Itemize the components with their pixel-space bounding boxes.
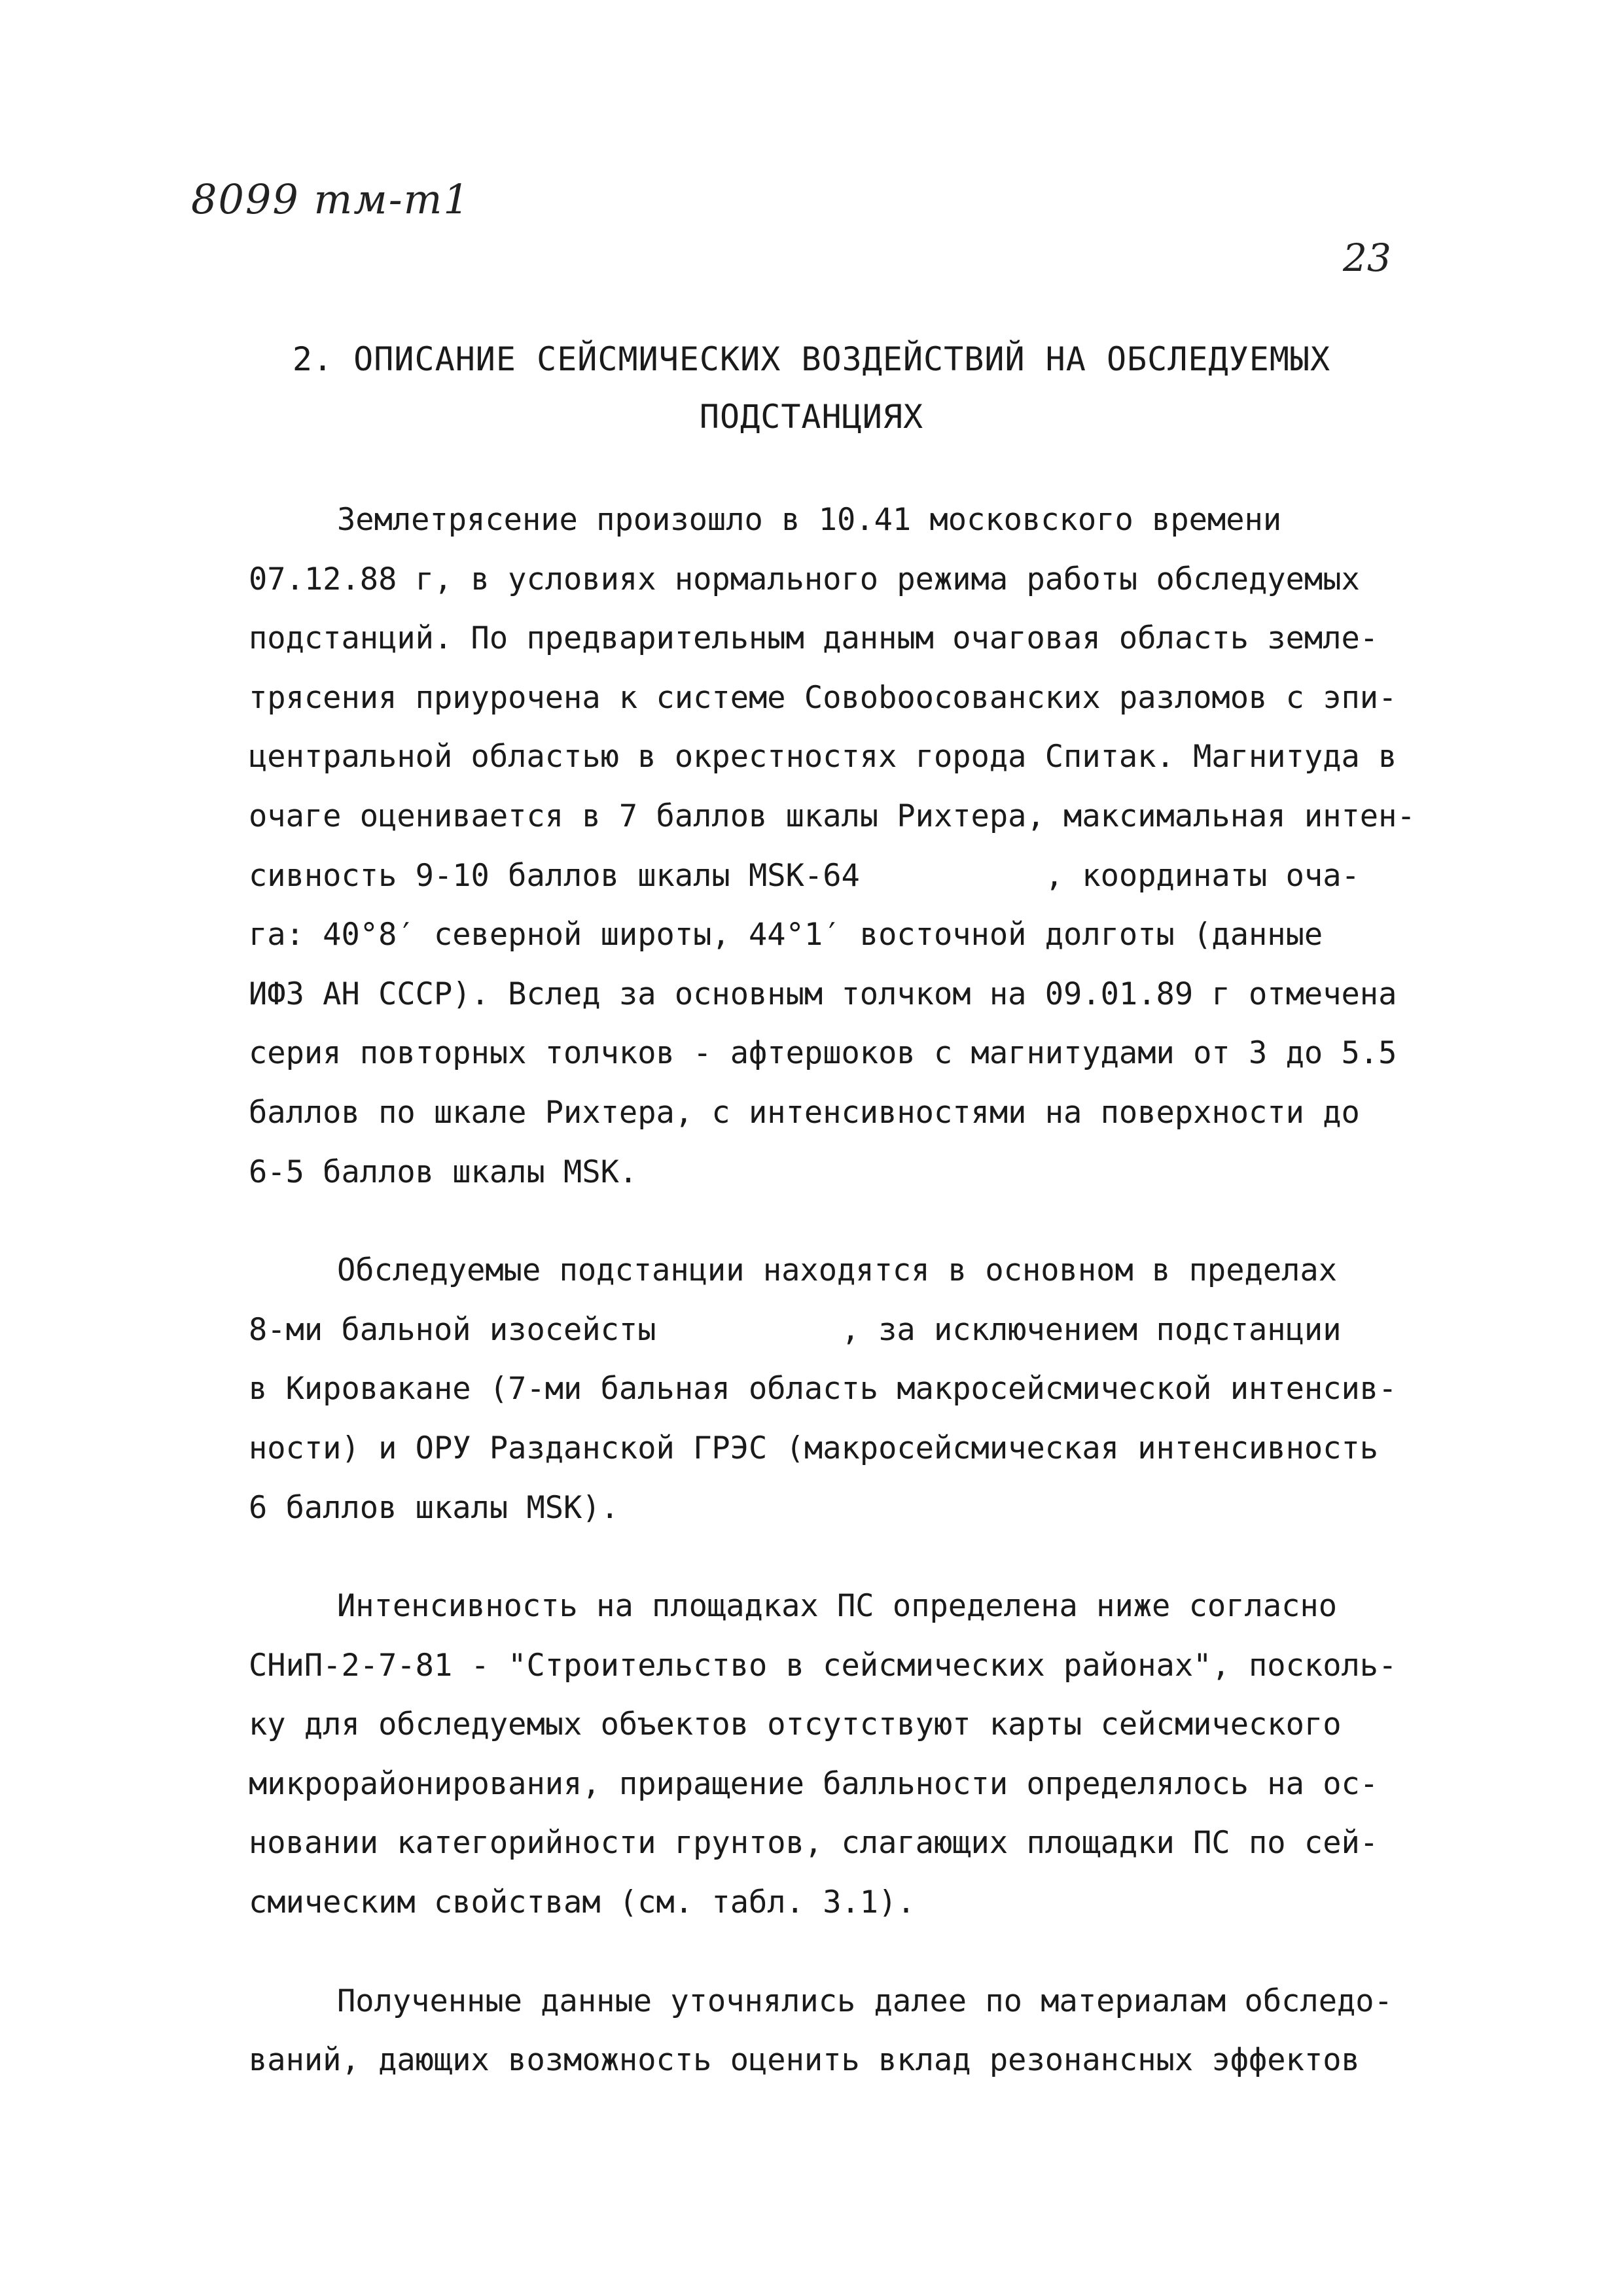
section-title-line-2: ПОДСТАНЦИЯХ <box>699 398 924 436</box>
paragraph-line: СНиП-2-7-81 - "Строительство в сейсмических районах", посколь- <box>249 1647 1397 1684</box>
paragraph-gap <box>249 1933 1400 1972</box>
paragraph-line: га: 40°8′ северной широты, 44°1′ восточной долготы (данные <box>249 917 1323 953</box>
paragraph-line: центральной областью в окрестностях города Спитак. Магнитуда в <box>249 739 1397 775</box>
paragraph-line: в Кироваканe (7-ми бальная область макросейсмической интенсив- <box>249 1371 1397 1407</box>
section-title-line-1: 2. ОПИСАНИЕ СЕЙСМИЧЕСКИХ ВОЗДЕЙСТВИЙ НА ОБСЛЕДУЕМЫХ <box>292 340 1331 378</box>
paragraph-line: 6 баллов шкалы MSK). <box>249 1489 619 1526</box>
paragraph-line: ку для обследуемых объектов отсутствуют карты сейсмического <box>249 1706 1342 1743</box>
paragraph-line: микрорайонирования, приращение балльности определялось на ос- <box>249 1765 1379 1802</box>
document-code: 8099 тм-т1 <box>191 175 471 223</box>
paragraph-line: очаге оценивается в 7 баллов шкалы Рихтера, максимальная интен- <box>249 798 1416 834</box>
paragraph-line: Интенсивность на площадках ПС определена ниже согласно <box>337 1588 1338 1625</box>
paragraph-line: подстанций. По предварительным данным очаговая область земле- <box>249 620 1379 657</box>
paragraph-line: сивность 9-10 баллов шкалы MSK-64 , координаты оча- <box>249 857 1360 894</box>
paragraph-line: Полученные данные уточнялись далее по материалам обследо- <box>337 1983 1393 2019</box>
paragraph-gap <box>249 1538 1400 1577</box>
paragraph-line: серия повторных толчков - афтершоков с магнитудами от 3 до 5.5 <box>249 1035 1397 1072</box>
paragraph-line: 6-5 баллов шкалы MSK. <box>249 1154 638 1190</box>
paragraph-line: Обследуемые подстанции находятся в основном в пределах <box>337 1252 1338 1289</box>
paragraph-line: баллов по шкале Рихтера, с интенсивностями на поверхности до <box>249 1094 1360 1131</box>
paragraph-gap <box>249 1202 1400 1241</box>
page-number: 23 <box>1343 236 1391 280</box>
paragraph-line: новании категорийности грунтов, слагающих площадки ПС по сей- <box>249 1825 1379 1862</box>
paragraph-line: ности) и ОРУ Разданской ГРЭС (макросейсмическая интенсивность <box>249 1430 1379 1466</box>
paragraph-line: ИФЗ АН СССР). Вслед за основным толчком на 09.01.89 г отмечена <box>249 976 1397 1012</box>
paragraph-line: 8-ми бальной изосейсты , за исключением подстанции <box>249 1311 1342 1348</box>
paragraph-line: ваний, дающих возможность оценить вклад резонансных эффектов <box>249 2042 1360 2079</box>
paragraph-line: трясения приурочена к системе Совоbooсованских разломов с эпи- <box>249 679 1397 716</box>
paragraph-line: Землетрясение произошло в 10.41 московского времени <box>337 502 1282 538</box>
paragraph-line: 07.12.88 г, в условиях нормального режима работы обследуемых <box>249 561 1360 597</box>
paragraph-line: смическим свойствам (см. табл. 3.1). <box>249 1884 916 1921</box>
body-text <box>249 491 1416 2091</box>
